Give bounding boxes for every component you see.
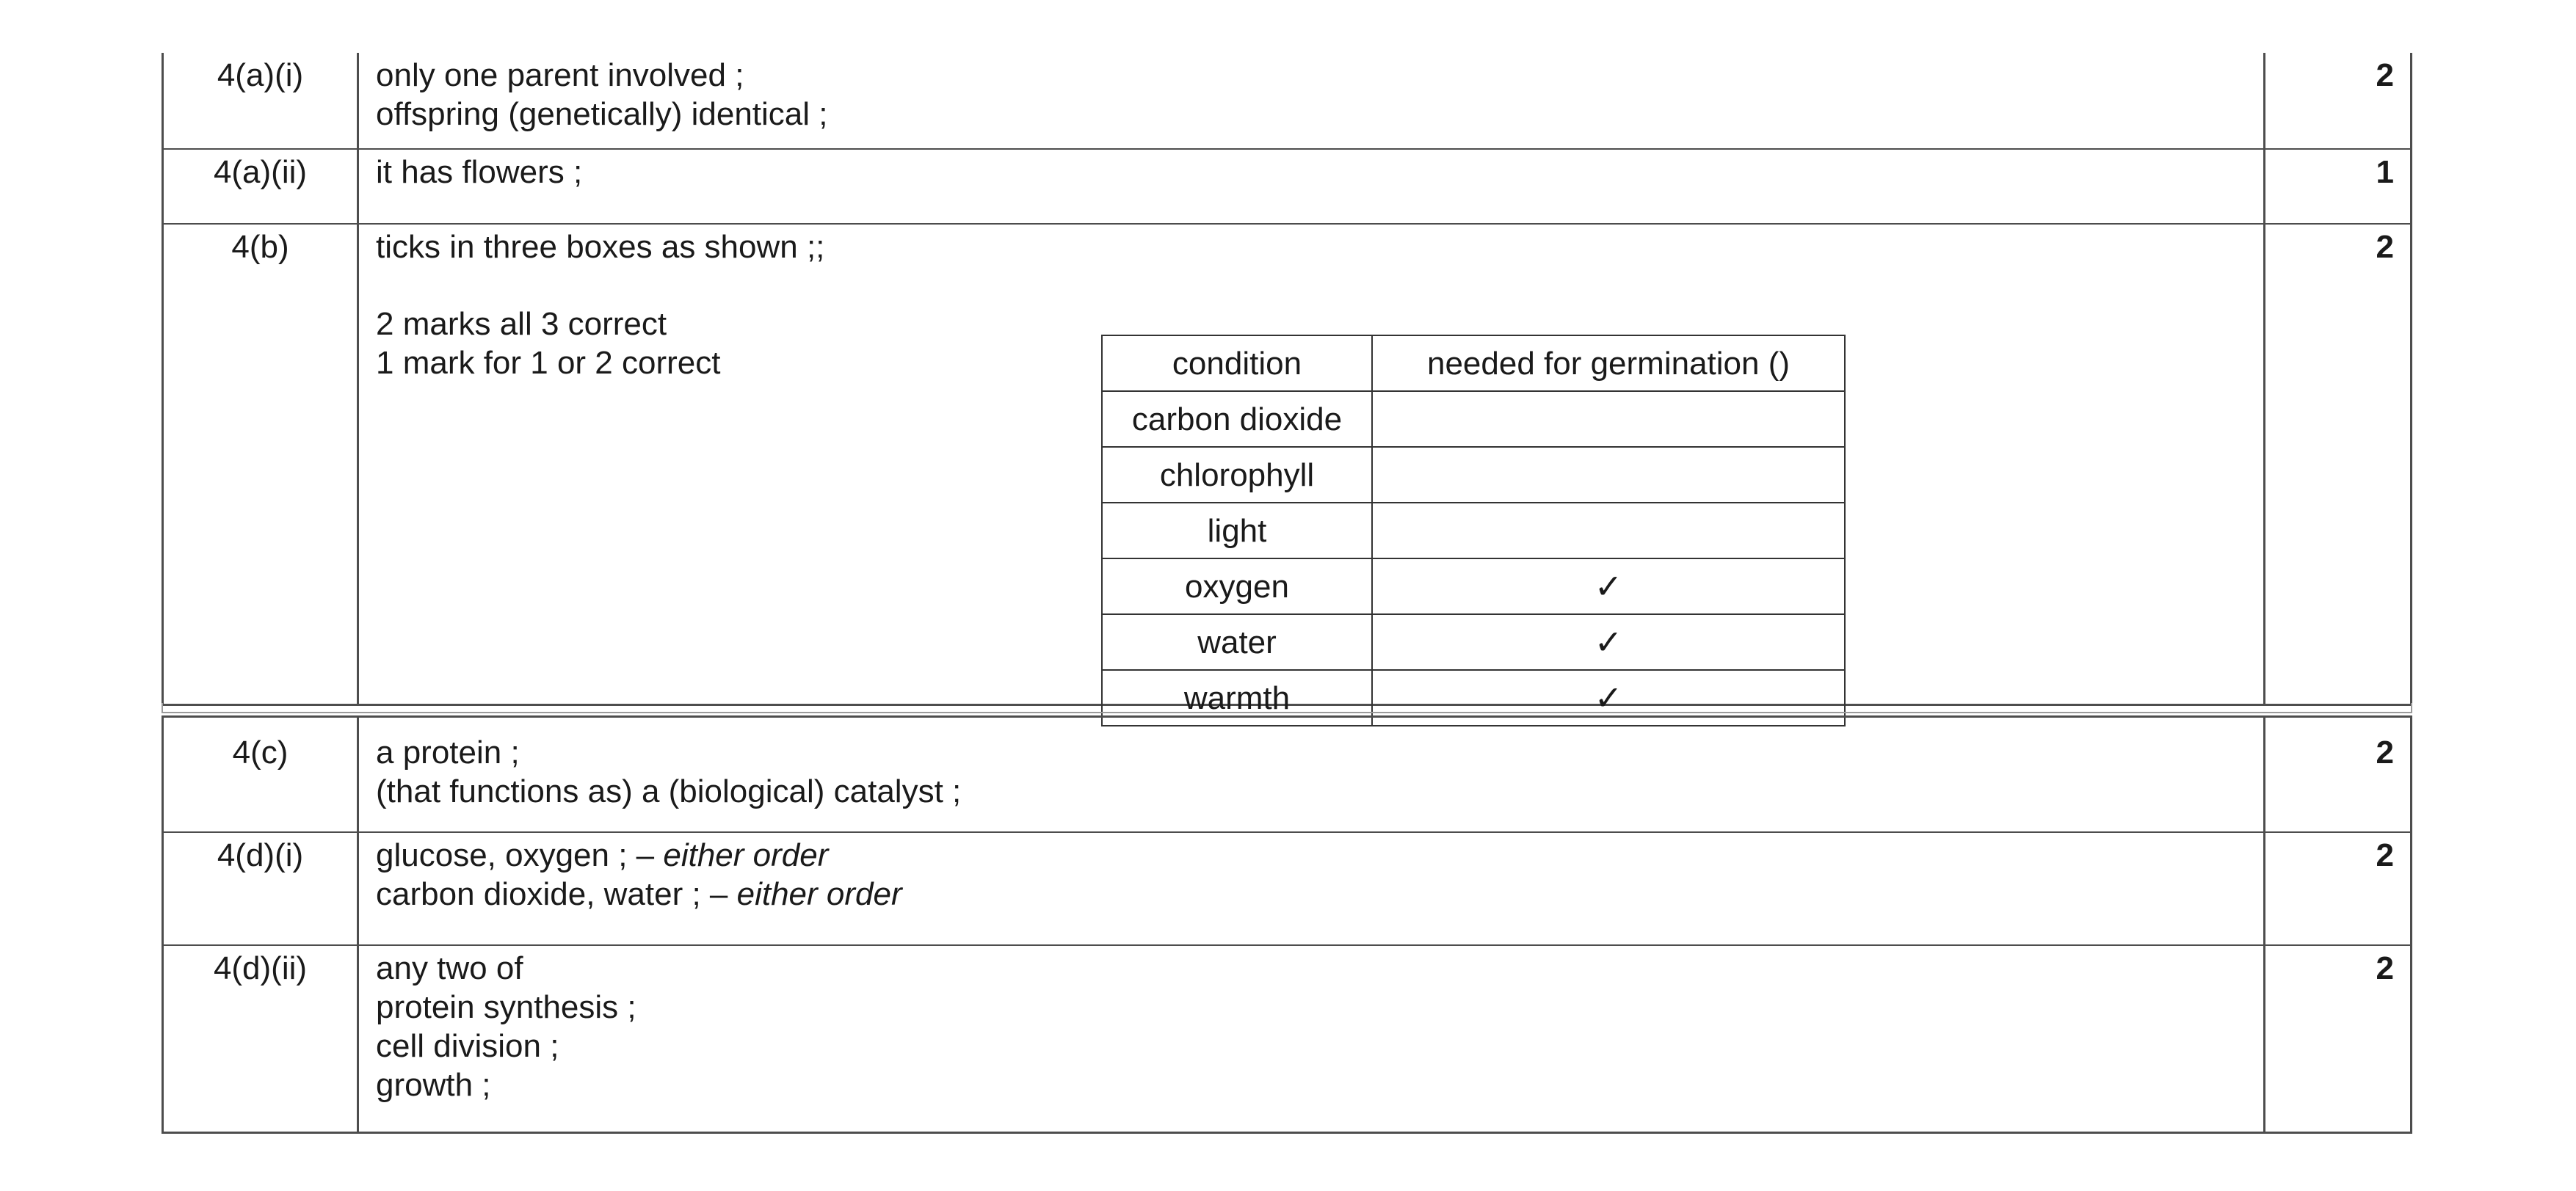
answer-line: cell division ;	[376, 1028, 559, 1064]
answer-line: any two of	[376, 950, 523, 986]
marks-cell: 2	[2263, 718, 2410, 831]
condition-cell: chlorophyll	[1102, 447, 1372, 503]
table-row	[1102, 447, 1845, 503]
tick-mark-icon: ✓	[1372, 558, 1845, 614]
table-row	[164, 831, 2410, 944]
question-number: 4(d)(i)	[164, 833, 359, 944]
marks-cell: 1	[2263, 150, 2410, 223]
marks-cell: 2	[2263, 833, 2410, 944]
question-number: 4(c)	[164, 718, 359, 831]
answer-cell	[359, 53, 2263, 148]
answer-line: (that functions as) a (biological) catalyst ;	[376, 773, 962, 809]
answer-line: offspring (genetically) identical ;	[376, 96, 828, 132]
question-number: 4(a)(i)	[164, 53, 359, 148]
answer-line	[376, 836, 2263, 875]
tick-cell	[1372, 391, 1845, 447]
answer-qualifier: either order	[663, 837, 829, 873]
tick-mark-icon: ✓	[1372, 670, 1845, 726]
column-header-condition: condition	[1102, 335, 1372, 391]
answer-line: ticks in three boxes as shown ;;	[376, 229, 825, 265]
page-break-band	[162, 703, 2412, 713]
table-row	[164, 944, 2410, 1132]
answer-line: it has flowers ;	[376, 154, 583, 190]
table-row	[164, 718, 2410, 831]
answer-line: only one parent involved ;	[376, 57, 744, 93]
marks-cell: 2	[2263, 225, 2410, 704]
marks-cell: 2	[2263, 946, 2410, 1132]
marking-note: 2 marks all 3 correct	[376, 306, 667, 342]
condition-cell: water	[1102, 614, 1372, 670]
question-number: 4(a)(ii)	[164, 150, 359, 223]
question-number: 4(d)(ii)	[164, 946, 359, 1132]
marks-cell: 2	[2263, 53, 2410, 148]
answer-line: a protein ;	[376, 735, 520, 771]
mark-scheme-table-upper	[162, 53, 2412, 717]
tick-mark-icon: ✓	[1372, 614, 1845, 670]
answer-line: protein synthesis ;	[376, 989, 636, 1025]
table-row	[1102, 391, 1845, 447]
germination-conditions-table	[1101, 335, 1846, 726]
column-header-needed: needed for germination ()	[1372, 335, 1845, 391]
answer-text: carbon dioxide, water ; –	[376, 876, 737, 912]
table-row	[164, 148, 2410, 223]
table-row	[1102, 614, 1845, 670]
table-header-row	[1102, 335, 1845, 391]
answer-cell	[359, 150, 2263, 223]
answer-line: growth ;	[376, 1067, 491, 1103]
answer-qualifier: either order	[736, 876, 902, 912]
table-row	[1102, 558, 1845, 614]
tick-cell	[1372, 447, 1845, 503]
condition-cell: light	[1102, 503, 1372, 558]
table-row	[164, 53, 2410, 148]
answer-text: glucose, oxygen ; –	[376, 837, 664, 873]
condition-cell: oxygen	[1102, 558, 1372, 614]
answer-line	[376, 875, 2263, 914]
answer-cell	[359, 946, 2263, 1132]
condition-cell: carbon dioxide	[1102, 391, 1372, 447]
marking-note: 1 mark for 1 or 2 correct	[376, 345, 721, 381]
question-number: 4(b)	[164, 225, 359, 704]
condition-cell: warmth	[1102, 670, 1372, 726]
mark-scheme-table-lower	[162, 715, 2412, 1134]
answer-cell	[359, 833, 2263, 944]
answer-cell	[359, 718, 2263, 831]
tick-cell	[1372, 503, 1845, 558]
table-row	[1102, 503, 1845, 558]
